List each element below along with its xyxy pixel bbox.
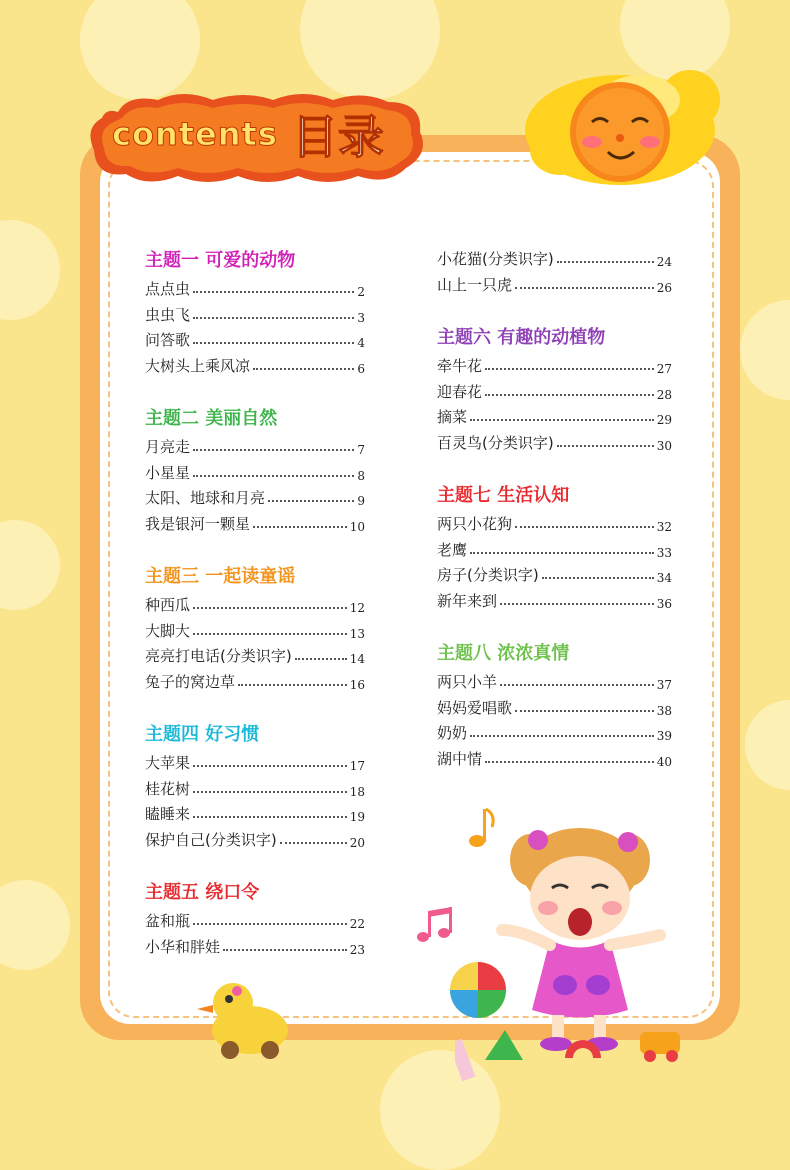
toc-entry[interactable]: 湖中情 40 — [437, 749, 672, 769]
title-english: contents — [112, 115, 278, 153]
section-title: 主题四 好习惯 — [145, 724, 260, 745]
toc-entry[interactable]: 瞌睡来 19 — [145, 805, 365, 825]
section-title: 主题一 可爱的动物 — [145, 250, 296, 271]
section-5 — [145, 880, 365, 957]
section-3 — [145, 564, 365, 692]
bg-circle — [745, 700, 790, 790]
header-title — [112, 104, 384, 164]
toc-entry[interactable]: 新年来到 36 — [437, 591, 672, 611]
toc-entry[interactable]: 摘菜 29 — [437, 408, 672, 428]
toy-duck-illustration — [195, 975, 295, 1065]
toc-entry[interactable]: 百灵鸟(分类识字) 30 — [437, 433, 672, 453]
toc-entry[interactable]: 太阳、地球和月亮 9 — [145, 489, 365, 509]
bg-circle — [300, 0, 440, 100]
toc-entry[interactable]: 种西瓜 12 — [145, 596, 365, 616]
toc-entry[interactable]: 大苹果 17 — [145, 754, 365, 774]
section-title: 主题二 美丽自然 — [145, 408, 278, 429]
section-8 — [437, 641, 672, 769]
toc-entry[interactable]: 盆和瓶 22 — [145, 912, 365, 932]
section-title: 主题五 绕口令 — [145, 882, 260, 903]
toc-entry[interactable]: 兔子的窝边草 16 — [145, 672, 365, 692]
section-title: 主题七 生活认知 — [437, 485, 570, 506]
toy-blocks-illustration — [455, 1020, 775, 1090]
toc-entry[interactable]: 我是银河一颗星 10 — [145, 514, 365, 534]
toc-entry[interactable]: 牵牛花 27 — [437, 357, 672, 377]
toc-entry[interactable]: 房子(分类识字) 34 — [437, 566, 672, 586]
toc-entry[interactable]: 虫虫飞 3 — [145, 305, 365, 325]
section-title: 主题八 浓浓真情 — [437, 643, 570, 664]
bg-circle — [0, 220, 60, 320]
toc-entry[interactable]: 两只小花狗 32 — [437, 515, 672, 535]
toc-entry[interactable]: 奶奶 39 — [437, 724, 672, 744]
bg-circle — [740, 300, 790, 400]
toc-entry[interactable]: 小华和胖娃 23 — [145, 937, 365, 957]
bg-circle — [0, 520, 60, 610]
bg-circle — [80, 0, 200, 100]
toc-entry[interactable]: 大树头上乘风凉 6 — [145, 356, 365, 376]
section-6 — [437, 325, 672, 453]
toc-entry[interactable]: 山上一只虎 26 — [437, 275, 672, 295]
sun-illustration — [520, 60, 720, 210]
section-7 — [437, 483, 672, 611]
section-2 — [145, 406, 365, 534]
toc-entry[interactable]: 小星星 8 — [145, 463, 365, 483]
toc-entry[interactable]: 桂花树 18 — [145, 779, 365, 799]
title-chinese: 目录 — [291, 110, 384, 164]
toc-entry[interactable]: 问答歌 4 — [145, 331, 365, 351]
section-title: 主题三 一起读童谣 — [145, 566, 296, 587]
toc-entry[interactable]: 妈妈爱唱歌 38 — [437, 698, 672, 718]
toc-entry[interactable]: 大脚大 13 — [145, 621, 365, 641]
toc-entry[interactable]: 老鹰 33 — [437, 540, 672, 560]
toc-entry[interactable]: 两只小羊 37 — [437, 673, 672, 693]
toc-entry[interactable]: 点点虫 2 — [145, 280, 365, 300]
toc-entry[interactable]: 保护自己(分类识字) 20 — [145, 830, 365, 850]
bg-circle — [0, 880, 70, 970]
ball-icon — [448, 960, 508, 1020]
toc-entry[interactable]: 迎春花 28 — [437, 382, 672, 402]
toc-entry[interactable]: 月亮走 7 — [145, 438, 365, 458]
section-title: 主题六 有趣的动植物 — [437, 327, 606, 348]
music-note-icon — [416, 905, 452, 945]
toc-entry[interactable]: 小花猫(分类识字) 24 — [437, 250, 672, 270]
section-4 — [145, 722, 365, 850]
section-1 — [145, 248, 365, 376]
section-5-continued — [437, 244, 672, 295]
toc-entry[interactable]: 亮亮打电话(分类识字) 14 — [145, 647, 365, 667]
